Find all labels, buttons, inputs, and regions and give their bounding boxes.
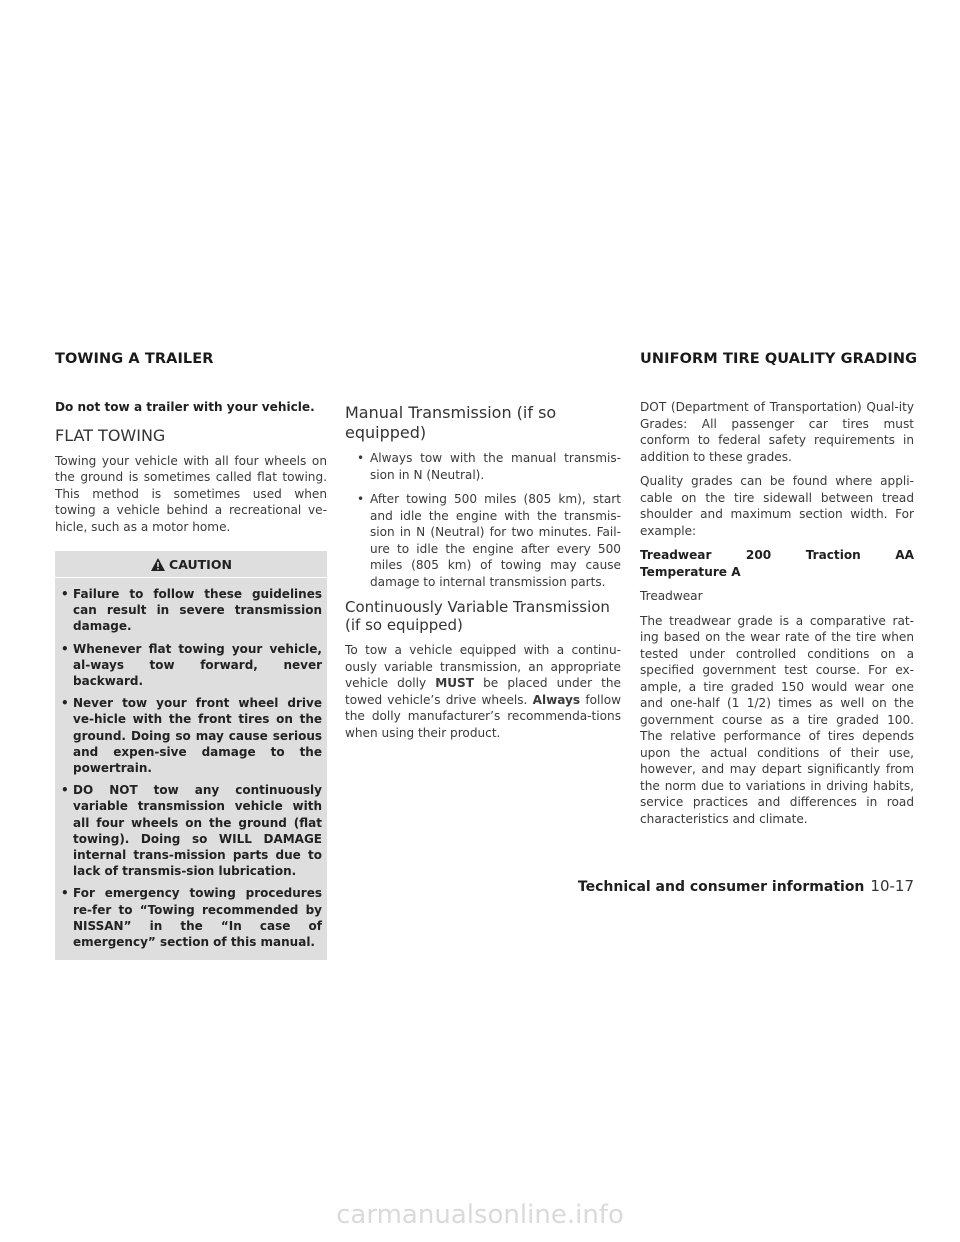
always-emphasis: Always <box>532 692 581 707</box>
section-heading-towing: TOWING A TRAILER <box>55 351 214 367</box>
footer-section-title: Technical and consumer information <box>577 879 865 895</box>
page-footer <box>578 877 914 895</box>
dot-quality-grades-text: DOT (Department of Transportation) Qual-ity Grades: All passenger car tires must conform to federal safety requirements in addition to these grades. <box>640 400 914 464</box>
caution-item: • Never tow your front wheel drive ve-hicle with the front tires on the ground. Doing so may cause serious and expen-sive damage to the powertrain. <box>61 696 322 776</box>
caution-body <box>55 577 327 950</box>
bullet: • <box>61 783 69 798</box>
cvt-text: To tow a vehicle equipped with a continu-ously variable transmission, an appropriate vehicle dolly MUST be placed under the towed vehicle’s drive wheels. Always follow the dolly manufacturer’s recommenda-tions when using their product. <box>345 643 621 740</box>
bullet: • <box>357 451 365 465</box>
must-emphasis: MUST <box>435 676 475 690</box>
treadwear-description: The treadwear grade is a comparative rat-ing based on the wear rate of the tire when tested under controlled conditions on a specified government test course. For ex-ample, a tire graded 150 would wear one and one-half (1 1/2) times as well on the government course as a tire graded 100. The relative performance of tires depends upon the actual conditions of their use, however, and may depart significantly from the norm due to variations in driving habits, service practices and differences in road characteristics and climate. <box>640 613 914 826</box>
list-item: • After towing 500 miles (805 km), start and idle the engine with the transmis-sion in N (Neutral) for two minutes. Fail-ure to idle the engine after every 500 miles (805 km) of towing may cause damage to internal transmission parts. <box>357 492 621 589</box>
flat-towing-title: FLAT TOWING <box>55 425 166 445</box>
intro-warning: Do not tow a trailer with your vehicle. <box>55 400 315 414</box>
caution-title: CAUTION <box>169 556 232 572</box>
caution-item: • Failure to follow these guidelines can result in severe transmission damage. <box>61 587 322 634</box>
bullet: • <box>357 492 365 506</box>
warning-icon <box>150 557 166 572</box>
caution-box <box>55 551 327 960</box>
flat-towing-text: Towing your vehicle with all four wheels on the ground is sometimes called flat towing. This method is sometimes used when towing a vehicle behind a recreational ve-hicle, such as a motor home. <box>55 453 327 534</box>
bullet: • <box>61 641 69 656</box>
caution-header <box>55 551 327 577</box>
manual-transmission-title: Manual Transmission (if so equipped) <box>345 403 557 442</box>
list-item: • Always tow with the manual transmis-sion in N (Neutral). <box>357 451 621 482</box>
column-right <box>640 399 914 835</box>
watermark: carmanualsonline.info <box>336 1200 624 1230</box>
treadwear-label: Treadwear <box>640 589 703 603</box>
column-middle <box>345 399 621 749</box>
caution-item: • DO NOT tow any continuously variable transmission vehicle with all four wheels on the ground (flat towing). Doing so WILL DAMAGE internal trans-mission parts due to lack of transmis-sion lubrication. <box>61 783 322 879</box>
manual-transmission-list <box>345 450 621 590</box>
quality-grades-location-text: Quality grades can be found where appli-cable on the tire sidewall between tread shoulder and maximum section width. For example: <box>640 474 914 538</box>
bullet: • <box>61 587 69 601</box>
column-left <box>55 399 327 960</box>
cvt-title: Continuously Variable Transmission (if so equipped) <box>345 598 610 634</box>
caution-item: • Whenever flat towing your vehicle, al-ways tow forward, never backward. <box>61 641 322 689</box>
bullet: • <box>61 886 69 901</box>
page-number: 10-17 <box>870 877 914 895</box>
example-grade: Treadwear 200 Traction AA Temperature A <box>640 548 914 579</box>
caution-item: • For emergency towing procedures re-fer to “Towing recommended by NISSAN” in the “In case of emergency” section of this manual. <box>61 886 322 950</box>
bullet: • <box>61 696 69 711</box>
section-heading-tire-grading: UNIFORM TIRE QUALITY GRADING <box>640 351 918 367</box>
